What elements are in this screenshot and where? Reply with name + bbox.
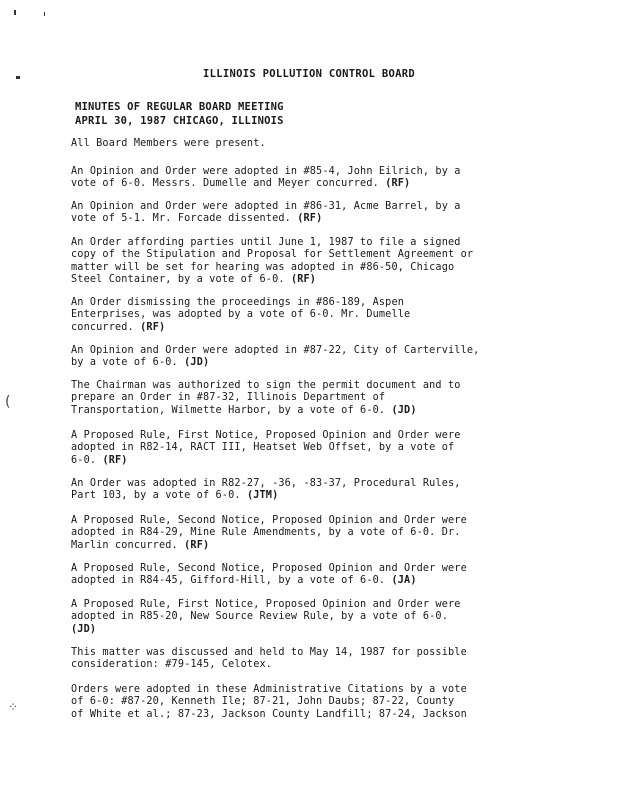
minutes-paragraph <box>71 237 541 286</box>
paragraph-text: All Board Members were present. <box>71 138 266 149</box>
paragraph-text: A Proposed Rule, First Notice, Proposed Opinion and Order were adopted in R85-20, New Source Review Rule, by a vote of 6-0. <box>71 599 461 623</box>
author-initials: (RF) <box>184 539 210 551</box>
paragraph-text: A Proposed Rule, First Notice, Proposed Opinion and Order were adopted in R82-14, RACT III, Heatset Web Offset, by a vote of 6-0. <box>71 430 461 466</box>
paragraph-text: Orders were adopted in these Administrative Citations by a vote of 6-0: #87-20, Kenneth Ile; 87-21, John Daubs; 87-22, County of White et al.; 87-23, Jackson County Landfill; 87-24, Jackson <box>71 684 467 720</box>
meeting-heading-line1: MINUTES OF REGULAR BOARD MEETING <box>75 101 284 113</box>
meeting-heading-date: APRIL 30, 1987 CHICAGO, ILLINOIS <box>75 115 284 127</box>
author-initials: (JTM) <box>246 490 279 502</box>
minutes-paragraph <box>71 430 541 467</box>
meeting-heading <box>75 100 284 128</box>
margin-mark: ⁘ <box>8 700 19 714</box>
paragraph-text: This matter was discussed and held to May 14, 1987 for possible consideration: #79-145, Celotex. <box>71 647 467 671</box>
scan-speck <box>16 76 20 79</box>
board-title: ILLINOIS POLLUTION CONTROL BOARD <box>203 68 415 80</box>
scan-speck <box>14 10 16 15</box>
paragraph-text: An Order was adopted in R82-27, -36, -83-37, Procedural Rules, Part 103, by a vote of 6-0. <box>71 478 461 502</box>
minutes-paragraph <box>71 380 541 417</box>
author-initials: (RF) <box>297 213 323 225</box>
minutes-paragraph <box>71 201 541 226</box>
author-initials: (RF) <box>385 178 411 190</box>
author-initials: (JA) <box>391 575 417 587</box>
paragraph-text: An Opinion and Order were adopted in #85-4, John Eilrich, by a vote of 6-0. Messrs. Dumelle and Meyer concurred. <box>71 166 461 190</box>
author-initials: (RF) <box>290 273 317 285</box>
minutes-paragraph <box>71 563 541 588</box>
minutes-paragraph <box>71 297 541 334</box>
minutes-paragraph <box>71 515 541 552</box>
author-initials: (JD) <box>184 357 210 369</box>
minutes-paragraph <box>71 684 541 721</box>
minutes-paragraph <box>71 138 541 150</box>
author-initials: (JD) <box>71 623 97 635</box>
author-initials: (RF) <box>102 454 128 466</box>
minutes-paragraph <box>71 166 541 191</box>
paragraph-text: An Opinion and Order were adopted in #87-22, City of Carterville, by a vote of 6-0. <box>71 345 480 369</box>
author-initials: (RF) <box>140 321 166 333</box>
margin-mark: ( <box>5 394 11 410</box>
minutes-paragraph <box>71 599 541 636</box>
author-initials: (JD) <box>391 404 417 416</box>
paragraph-text: A Proposed Rule, Second Notice, Proposed Opinion and Order were adopted in R84-45, Gifford-Hill, by a vote of 6-0. <box>71 563 467 587</box>
paragraph-text: An Order affording parties until June 1, 1987 to file a signed copy of the Stipulation and Proposal for Settlement Agreement or matter will be set for hearing was adopted in #86-50, Chicago Steel Container, by a vote of 6-0. <box>71 237 474 285</box>
minutes-paragraph <box>71 478 541 503</box>
scan-speck <box>44 12 45 16</box>
paragraph-text: The Chairman was authorized to sign the permit document and to prepare an Order in #87-32, Illinois Department of Transportation, Wilmette Harbor, by a vote of 6-0. <box>71 380 461 416</box>
paragraph-text: A Proposed Rule, Second Notice, Proposed Opinion and Order were adopted in R84-29, Mine Rule Amendments, by a vote of 6-0. Dr. Marlin concurred. <box>71 515 467 551</box>
paragraph-text: An Order dismissing the proceedings in #86-189, Aspen Enterprises, was adopted by a vote of 6-0. Mr. Dumelle concurred. <box>71 297 411 333</box>
minutes-paragraph <box>71 345 541 370</box>
paragraph-text: An Opinion and Order were adopted in #86-31, Acme Barrel, by a vote of 5-1. Mr. Forcade dissented. <box>71 201 461 225</box>
minutes-paragraph <box>71 647 541 672</box>
